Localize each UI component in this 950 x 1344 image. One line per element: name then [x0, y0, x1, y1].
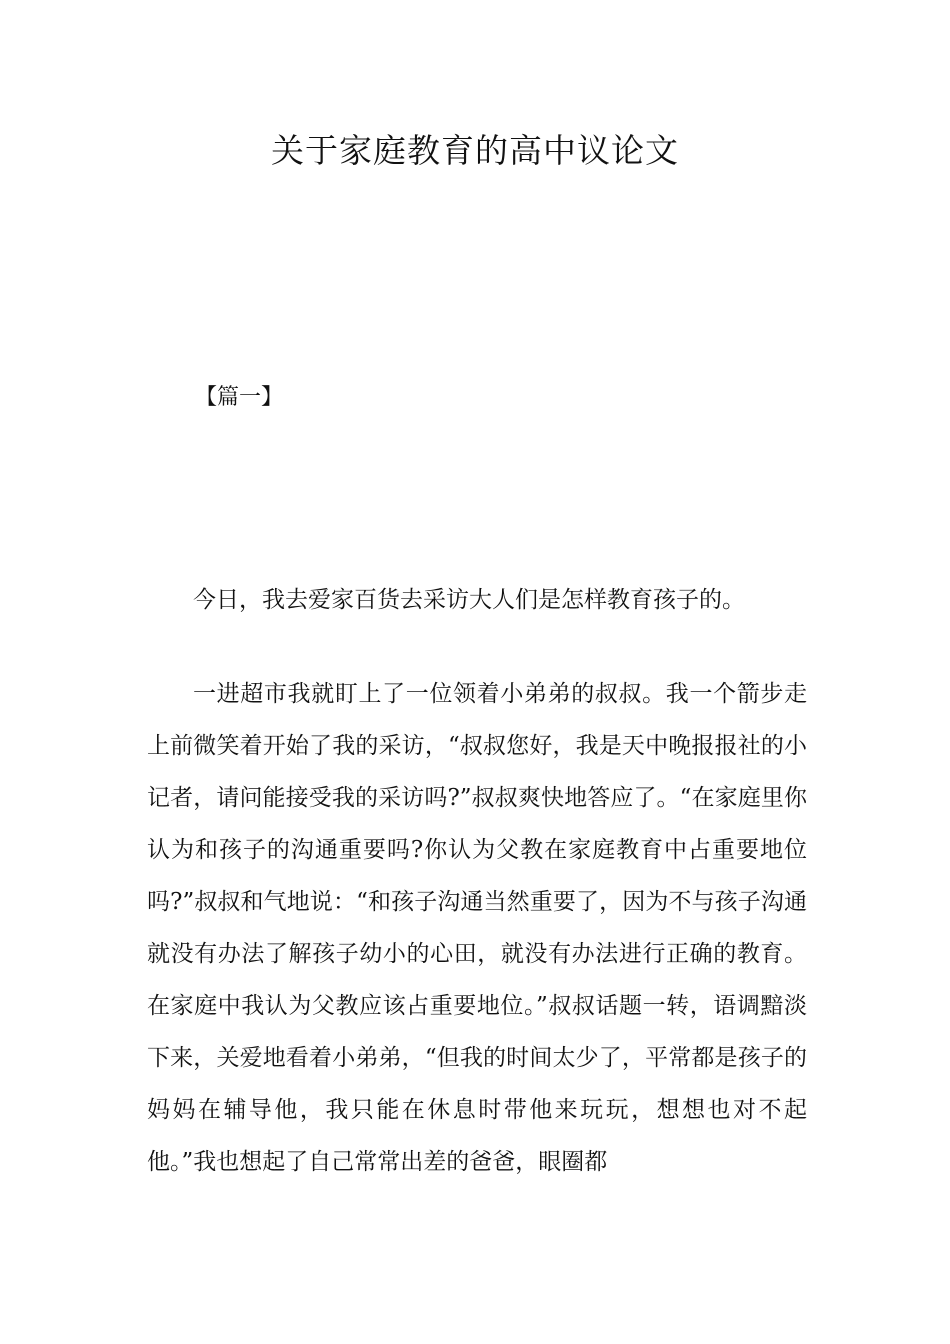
document-title: 关于家庭教育的高中议论文 [271, 131, 679, 170]
paragraph-1: 今日，我去爱家百货去采访大人们是怎样教育孩子的。 [193, 587, 745, 613]
paragraph-2: 一进超市我就盯上了一位领着小弟弟的叔叔。我一个箭步走上前微笑着开始了我的采访，“叔叔您好，我是天中晚报报社的小记者，请问能接受我的采访吗?”叔叔爽快地答应了。“在家庭里你认为和孩子的沟通重要吗?你认为父教在家庭教育中占重要地位吗?”叔叔和气地说：“和孩子沟通当然重要了，因为不与孩子沟通就没有办法了解孩子幼小的心田，就没有办法进行正确的教育。在家庭中我认为父教应该占重要地位。”叔叔话题一转，语调黯淡下来，关爱地看着小弟弟，“但我的时间太少了，平常都是孩子的妈妈在辅导他，我只能在休息时带他来玩玩，想想也对不起他。”我也想起了自己常常出差的爸爸，眼圈都 [147, 681, 807, 1175]
section-label: 【篇一】 [195, 385, 284, 410]
